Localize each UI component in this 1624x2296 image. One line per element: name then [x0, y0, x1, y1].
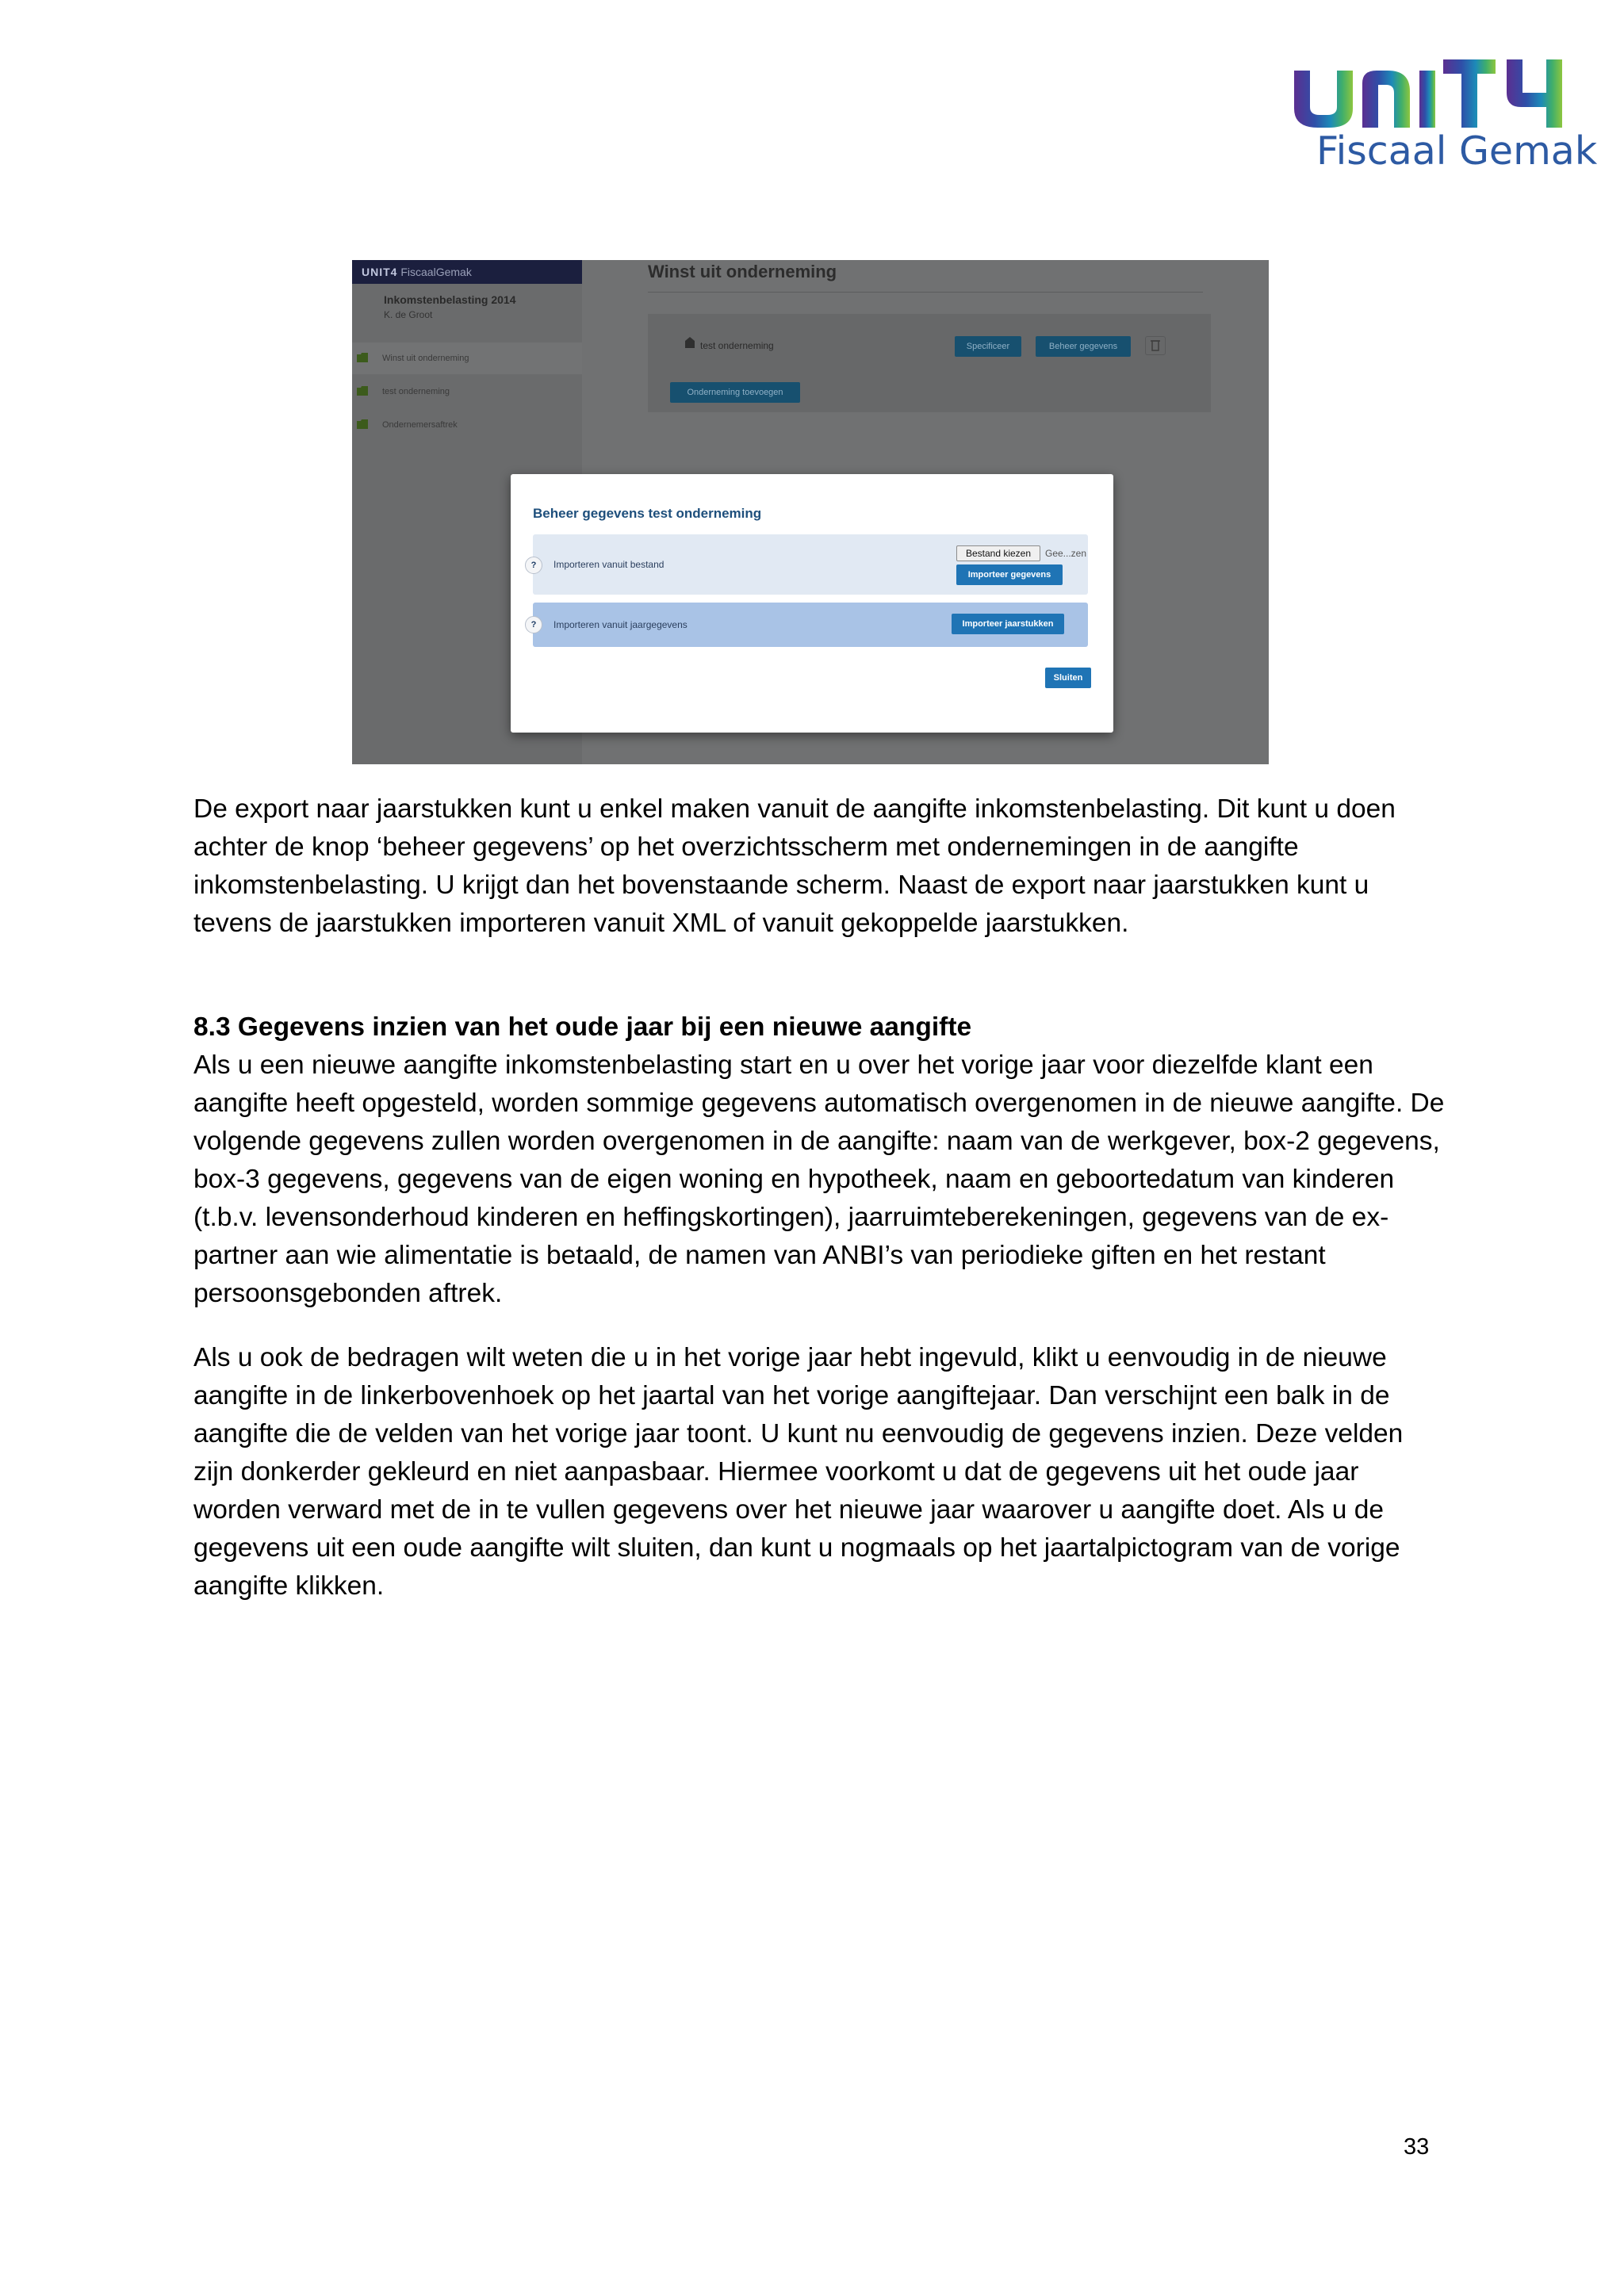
close-button[interactable]: Sluiten: [1045, 668, 1091, 688]
client-name: K. de Groot: [384, 309, 433, 320]
help-icon[interactable]: ?: [525, 557, 542, 574]
sidebar-item-label: Ondernemersaftrek: [382, 420, 458, 430]
paragraph-text: Als u een nieuwe aangifte inkomstenbelasting start en u over het vorige jaar voor diezelfde klant een aangifte heeft opgesteld, worden sommige gegevens automatisch overgenomen in de nieuwe aangifte. De volgende gegevens zullen worden overgenomen in de aangifte: naam van de werkgever, box-2 gegevens, box-3 gegevens, gegevens van de eigen woning en hypotheek, naam en geboortedatum van kinderen (t.b.v. levensonderhoud kinderen en heffingskortingen), jaarruimteberekeningen, gegevens van de ex-partner aan wie alimentatie is betaald, de namen van ANBI’s van periodieke giften en het restant persoonsgebonden aftrek.: [193, 1050, 1445, 1308]
paragraph-amounts: [193, 1339, 1446, 1605]
folder-icon: [357, 419, 368, 429]
import-file-label: Importeren vanuit bestand: [553, 559, 665, 570]
sidebar-brand-sub: FiscaalGemak: [400, 266, 472, 278]
import-file-row: [530, 534, 1088, 595]
manage-data-button[interactable]: Beheer gegevens: [1036, 336, 1131, 357]
enterprise-name: test onderneming: [700, 340, 774, 351]
paragraph-text: De export naar jaarstukken kunt u enkel maken vanuit de aangifte inkomstenbelasting. Dit kunt u doen achter de knop ‘beheer gegevens’ op het overzichtsscherm met ondernemingen in de aangifte inkomstenbelasting. U krijgt dan het bovenstaande scherm. Naast de export naar jaarstukken kunt u tevens de jaarstukken importeren vanuit XML of vanuit gekoppelde jaarstukken.: [193, 794, 1396, 938]
enterprise-icon: [684, 336, 695, 349]
help-icon[interactable]: ?: [525, 616, 542, 633]
trash-icon: [1146, 337, 1165, 354]
section-heading: 8.3 Gegevens inzien van het oude jaar bij een nieuwe aangifte: [193, 1012, 972, 1042]
sidebar-brand-bar: [352, 260, 582, 284]
sidebar-item-label: test onderneming: [382, 387, 450, 396]
declaration-title[interactable]: Inkomstenbelasting 2014: [384, 293, 516, 306]
import-annual-reports-button[interactable]: Importeer jaarstukken: [952, 614, 1064, 634]
app-screenshot: [352, 260, 1269, 764]
paragraph-export: [193, 790, 1446, 943]
enterprise-panel: [648, 314, 1211, 412]
unit4-logo: [1293, 55, 1598, 182]
title-divider: [648, 292, 1203, 293]
delete-button[interactable]: [1145, 336, 1166, 355]
folder-icon: [357, 352, 368, 362]
sidebar-item-test-onderneming[interactable]: [352, 376, 582, 408]
sidebar-item-winst[interactable]: [352, 342, 582, 374]
logo-subtitle: Fiscaal Gemak: [1316, 128, 1598, 174]
choose-file-button[interactable]: Bestand kiezen: [956, 545, 1040, 561]
page-title: Winst uit onderneming: [648, 262, 837, 281]
import-data-button[interactable]: Importeer gegevens: [956, 564, 1063, 585]
modal-title: Beheer gegevens test onderneming: [533, 506, 762, 521]
page-number: 33: [1404, 2134, 1430, 2160]
add-enterprise-button[interactable]: Onderneming toevoegen: [670, 382, 800, 403]
sidebar-item-ondernemersaftrek[interactable]: [352, 409, 582, 441]
no-file-chosen-text: Gee...zen: [1045, 548, 1087, 559]
unit4-wordmark: [1294, 59, 1588, 129]
manage-data-modal: [511, 474, 1113, 733]
import-year-row: [530, 603, 1088, 647]
specify-button[interactable]: Specificeer: [955, 336, 1021, 357]
paragraph-previous-year: [193, 1047, 1446, 1313]
paragraph-text: Als u ook de bedragen wilt weten die u in het vorige jaar hebt ingevuld, klikt u eenvoudig in de nieuwe aangifte in de linkerbovenhoek op het jaartal van het vorige aangiftejaar. Dan verschijnt een balk in de aangifte die de velden van het vorige jaar toont. U kunt nu eenvoudig de gegevens inzien. Deze velden zijn donkerder gekleurd en niet aanpasbaar. Hiermee voorkomt u dat de gegevens uit het oude jaar worden verward met de in te vullen gegevens over het nieuwe jaar waarover u aangifte doet. Als u de gegevens uit een oude aangifte wilt sluiten, dan kunt u nogmaals op het jaartalpictogram van de vorige aangifte klikken.: [193, 1343, 1404, 1601]
sidebar-brand: UNIT4: [362, 266, 398, 278]
sidebar-item-label: Winst uit onderneming: [382, 354, 469, 363]
folder-icon: [357, 385, 368, 396]
import-year-label: Importeren vanuit jaargegevens: [553, 619, 688, 630]
